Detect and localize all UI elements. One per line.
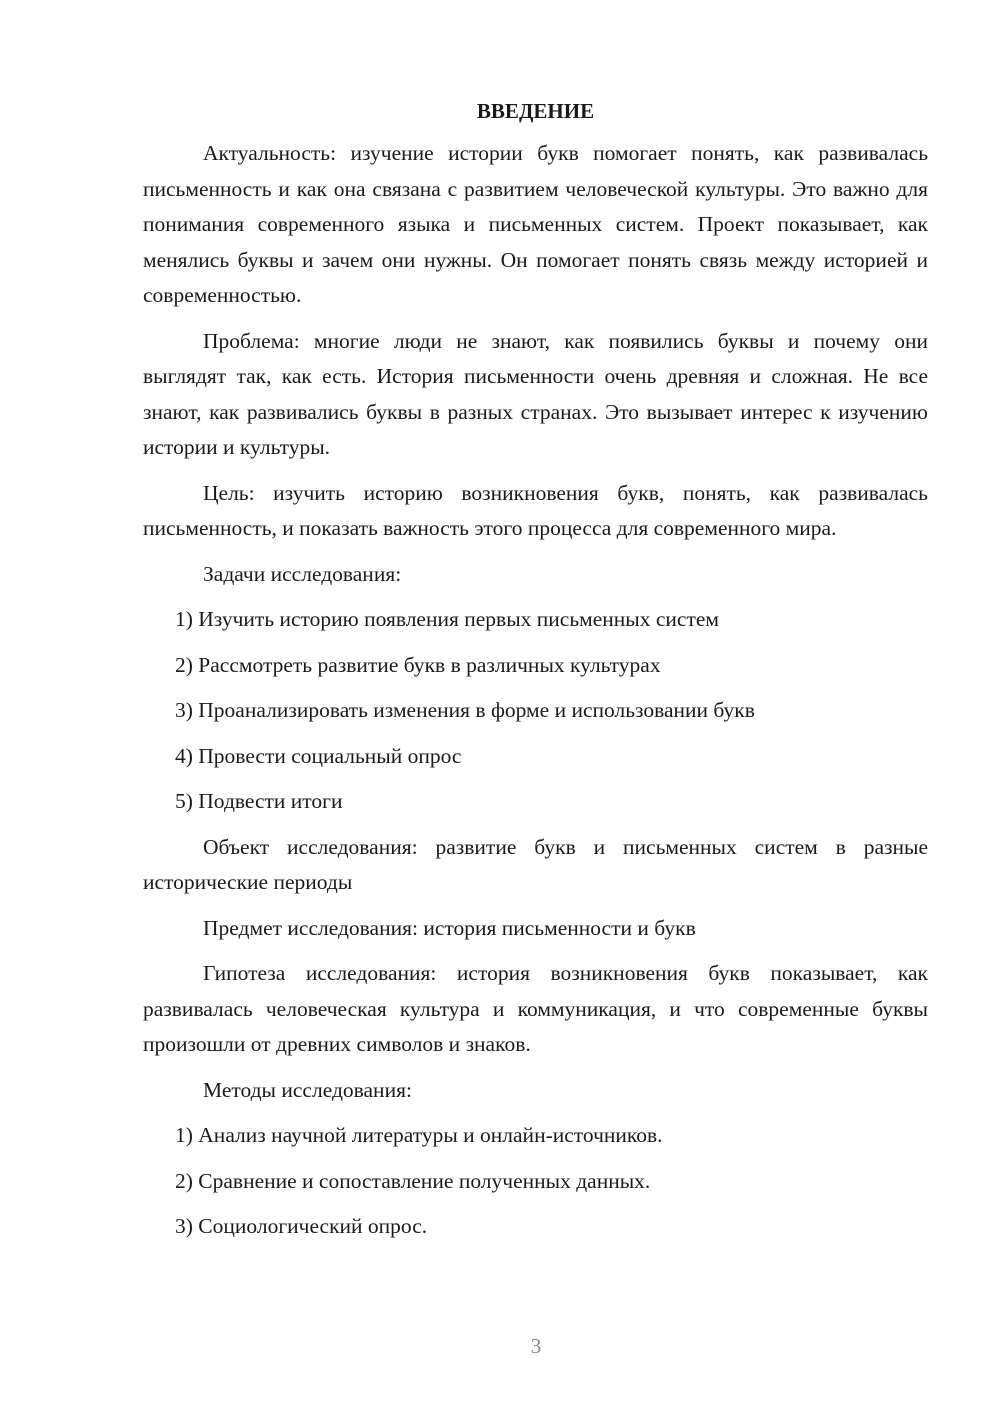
tasks-list: [143, 602, 928, 820]
paragraph-problem: Проблема: многие люди не знают, как появились буквы и почему они выглядят так, как есть. История письменности очень древняя и сложная. Не все знают, как развивались буквы в разных странах. Это вызывает интерес к изучению истории и культуры.: [143, 328, 928, 459]
paragraph-hypothesis: Гипотеза исследования: история возникновения букв показывает, как развивалась человеческая культура и коммуникация, и что современные буквы произошли от древних символов и знаков.: [143, 961, 928, 1056]
list-item: 5) Подвести итоги: [175, 789, 343, 813]
paragraph-object: Объект исследования: развитие букв и письменных систем в разные исторические периоды: [143, 834, 928, 894]
paragraph-goal: Цель: изучить историю возникновения букв, понять, как развивалась письменность, и показать важность этого процесса для современного мира.: [143, 480, 928, 540]
list-item: 2) Рассмотреть развитие букв в различных культурах: [175, 652, 661, 677]
list-item: 2) Сравнение и сопоставление полученных данных.: [175, 1168, 651, 1193]
paragraph-relevance: Актуальность: изучение истории букв помогает понять, как развивалась письменность и как она связана с развитием человеческой культуры. Это важно для понимания современного языка и письменных систем. Проект показывает, как менялись буквы и зачем они нужны. Он помогает понять связь между историей и современностью.: [143, 141, 928, 307]
methods-heading: Методы исследования:: [203, 1077, 412, 1102]
list-item: 4) Провести социальный опрос: [175, 743, 462, 768]
tasks-heading: Задачи исследования:: [203, 561, 402, 586]
paragraph-subject: Предмет исследования: история письменности и букв: [203, 915, 696, 940]
list-item: 1) Анализ научной литературы и онлайн-источников.: [175, 1123, 663, 1147]
page-title: ВВЕДЕНИЕ: [476, 99, 595, 123]
methods-list: [143, 1118, 928, 1245]
page-number: 3: [530, 1334, 542, 1358]
list-item: 3) Социологический опрос.: [175, 1214, 428, 1238]
list-item: 3) Проанализировать изменения в форме и использовании букв: [175, 698, 755, 722]
list-item: 1) Изучить историю появления первых письменных систем: [175, 607, 719, 631]
